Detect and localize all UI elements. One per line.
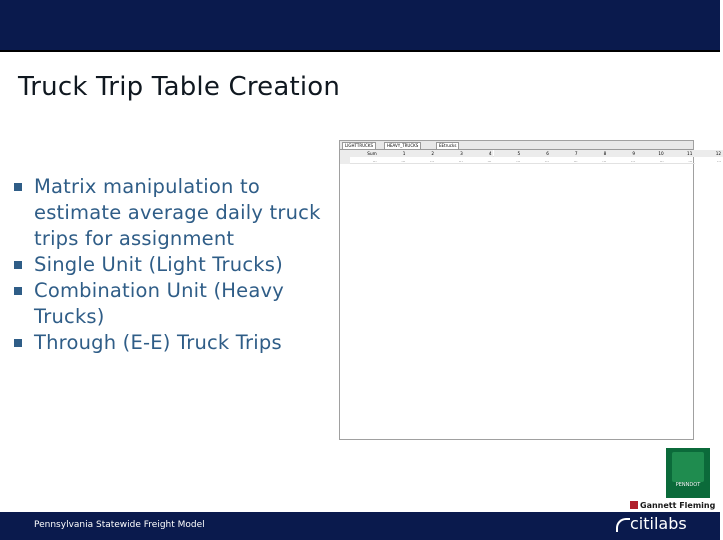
matrix-column-header[interactable]: 12 bbox=[694, 150, 723, 157]
footer-text: Pennsylvania Statewide Freight Model bbox=[34, 520, 205, 530]
matrix-column-header[interactable]: Sum bbox=[350, 150, 379, 157]
matrix-cell[interactable]: ... bbox=[717, 158, 722, 164]
matrix-column-header[interactable]: 4 bbox=[465, 150, 494, 157]
matrix-column-header[interactable]: 2 bbox=[407, 150, 436, 157]
bullet-text: Through (E-E) Truck Trips bbox=[34, 331, 282, 354]
matrix-cell[interactable]: ... bbox=[372, 158, 377, 164]
tab-ee-trucks[interactable]: EEtrucks bbox=[436, 142, 459, 149]
matrix-cell[interactable]: ... bbox=[487, 158, 492, 164]
matrix-column-header[interactable]: 11 bbox=[666, 150, 695, 157]
matrix-cell[interactable]: ... bbox=[630, 158, 635, 164]
bullet-text: Single Unit (Light Trucks) bbox=[34, 253, 283, 276]
matrix-cell[interactable]: ... bbox=[573, 158, 578, 164]
square-bullet-icon bbox=[14, 261, 22, 269]
matrix-cell[interactable]: ... bbox=[516, 158, 521, 164]
matrix-column-header[interactable]: 6 bbox=[522, 150, 551, 157]
matrix-cell[interactable]: ... bbox=[688, 158, 693, 164]
square-bullet-icon bbox=[14, 183, 22, 191]
matrix-column-header[interactable]: 7 bbox=[551, 150, 580, 157]
matrix-cell[interactable]: ... bbox=[458, 158, 463, 164]
matrix-row-header bbox=[340, 150, 350, 157]
bullet-item bbox=[14, 330, 324, 356]
matrix-cell[interactable]: ... bbox=[401, 158, 406, 164]
square-bullet-icon bbox=[14, 339, 22, 347]
citilabs-logo: citilabs bbox=[630, 514, 687, 533]
bullet-list bbox=[14, 174, 324, 356]
matrix-cell[interactable]: ... bbox=[544, 158, 549, 164]
matrix-column-header[interactable]: 8 bbox=[580, 150, 609, 157]
penndot-keystone-icon bbox=[672, 452, 704, 482]
matrix-cell[interactable]: ... bbox=[430, 158, 435, 164]
matrix-column-header[interactable]: 10 bbox=[637, 150, 666, 157]
tab-heavy-trucks[interactable]: HEAVY_TRUCKS bbox=[384, 142, 421, 149]
gannett-fleming-logo: Gannett Fleming bbox=[640, 501, 716, 510]
bullet-item bbox=[14, 174, 324, 252]
tab-light-trucks[interactable]: LIGHTTRUCKS bbox=[342, 142, 376, 149]
matrix-row bbox=[340, 157, 722, 164]
matrix-cell[interactable]: ... bbox=[659, 158, 664, 164]
bullet-text: Matrix manipulation to estimate average daily truck trips for assignment bbox=[34, 175, 321, 250]
matrix-row-header bbox=[340, 157, 350, 164]
penndot-logo-text: PENNDOT bbox=[675, 482, 701, 488]
gannett-fleming-icon bbox=[630, 501, 638, 509]
bullet-item bbox=[14, 278, 324, 330]
slide-title: Truck Trip Table Creation bbox=[18, 72, 341, 102]
matrix-cell[interactable]: ... bbox=[602, 158, 607, 164]
top-banner bbox=[0, 0, 720, 52]
square-bullet-icon bbox=[14, 287, 22, 295]
matrix-column-header[interactable]: 9 bbox=[608, 150, 637, 157]
matrix-column-header[interactable]: 1 bbox=[379, 150, 408, 157]
matrix-tab-bar bbox=[340, 141, 693, 150]
citilabs-swoosh-icon bbox=[616, 518, 630, 532]
bullet-item bbox=[14, 252, 324, 278]
matrix-column-header[interactable]: 5 bbox=[494, 150, 523, 157]
bullet-text: Combination Unit (Heavy Trucks) bbox=[34, 279, 284, 328]
matrix-column-header[interactable]: 3 bbox=[436, 150, 465, 157]
matrix-screenshot bbox=[339, 140, 722, 440]
matrix-header-row bbox=[340, 150, 722, 157]
